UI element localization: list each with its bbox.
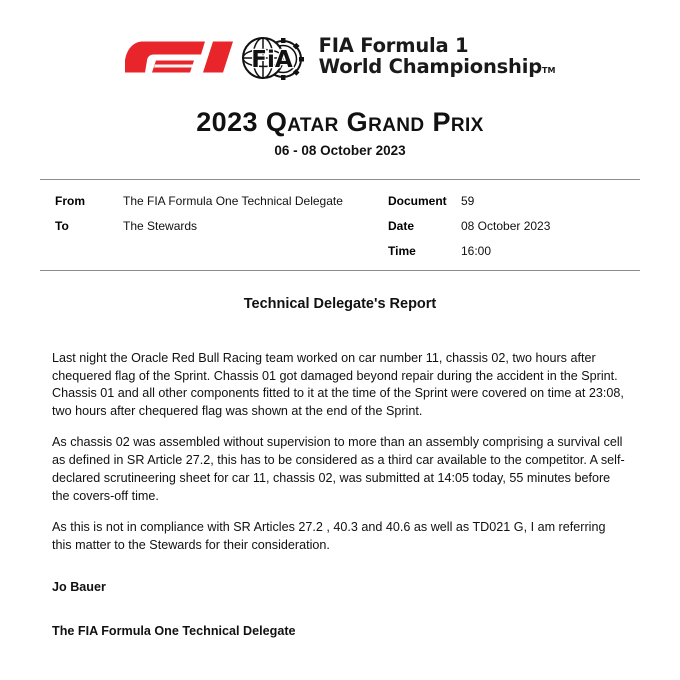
metadata-column-right: [380, 194, 640, 258]
meta-label-time: Time: [388, 243, 416, 258]
fia-wordmark: [319, 36, 556, 77]
f1-logo: [125, 29, 235, 85]
signatory-name: Jo Bauer: [52, 580, 106, 594]
body-paragraph-3: As this is not in compliance with SR Articles 27.2 , 40.3 and 40.6 as well as TD021 G, I am referring this matter to the Stewards for their consideration.: [52, 519, 606, 552]
meta-value-document: 59: [461, 193, 475, 208]
meta-row-from: [55, 194, 380, 208]
page-title: 2023 Qatar Grand Prix: [196, 107, 484, 137]
report-heading: Technical Delegate's Report: [243, 295, 437, 312]
meta-row-document: [388, 194, 640, 208]
trademark-mark: TM: [541, 66, 556, 75]
meta-row-to: [55, 219, 380, 233]
body-paragraph-2: As chassis 02 was assembled without supervision to more than an assembly comprising a survival cell as defined in SR Article 27.2, this has to be considered as a third car available to the competitor. A self-declared scrutineering sheet for car 11, chassis 02, was submitted at 14:05 today, 55 minutes before the covers-off time.: [52, 435, 625, 503]
meta-label-date: Date: [388, 218, 415, 233]
meta-value-from: The FIA Formula One Technical Delegate: [123, 193, 343, 208]
body-paragraph-1: Last night the Oracle Red Bull Racing team worked on car number 11, chassis 02, two hours after chequered flag of the Sprint. Chassis 01 got damaged beyond repair during the accident in the Sprint. Chassis 01 and all other components fitted to it at the time of the Sprint were covered on time at 23:08, two hours after chequered flag was shown at the end of the Sprint.: [52, 350, 624, 419]
signatory-role: The FIA Formula One Technical Delegate: [52, 624, 296, 638]
title-block: [0, 108, 680, 158]
meta-value-date: 08 October 2023: [461, 218, 551, 233]
divider-bottom: [40, 270, 640, 271]
metadata-table: [0, 180, 680, 270]
meta-label-to: To: [55, 218, 69, 233]
metadata-column-left: [40, 194, 380, 258]
wordmark-line-1: FIA Formula 1: [318, 34, 469, 58]
signature-block: [52, 580, 296, 638]
meta-value-time: 16:00: [461, 243, 492, 258]
report-body: [52, 312, 628, 555]
event-dates: 06 - 08 October 2023: [274, 142, 406, 158]
logo-row: [125, 28, 556, 86]
document-header: [0, 0, 680, 86]
svg-text:FiA: FiA: [250, 47, 293, 73]
meta-label-from: From: [55, 193, 85, 208]
meta-row-date: [388, 219, 640, 233]
fia-globe-gear-emblem: [239, 28, 305, 86]
meta-label-document: Document: [388, 193, 447, 208]
wordmark-line-2: [319, 57, 556, 78]
meta-value-to: The Stewards: [123, 218, 198, 233]
wordmark-line-2-text: World Championship: [318, 55, 542, 78]
meta-row-time: [388, 244, 640, 258]
